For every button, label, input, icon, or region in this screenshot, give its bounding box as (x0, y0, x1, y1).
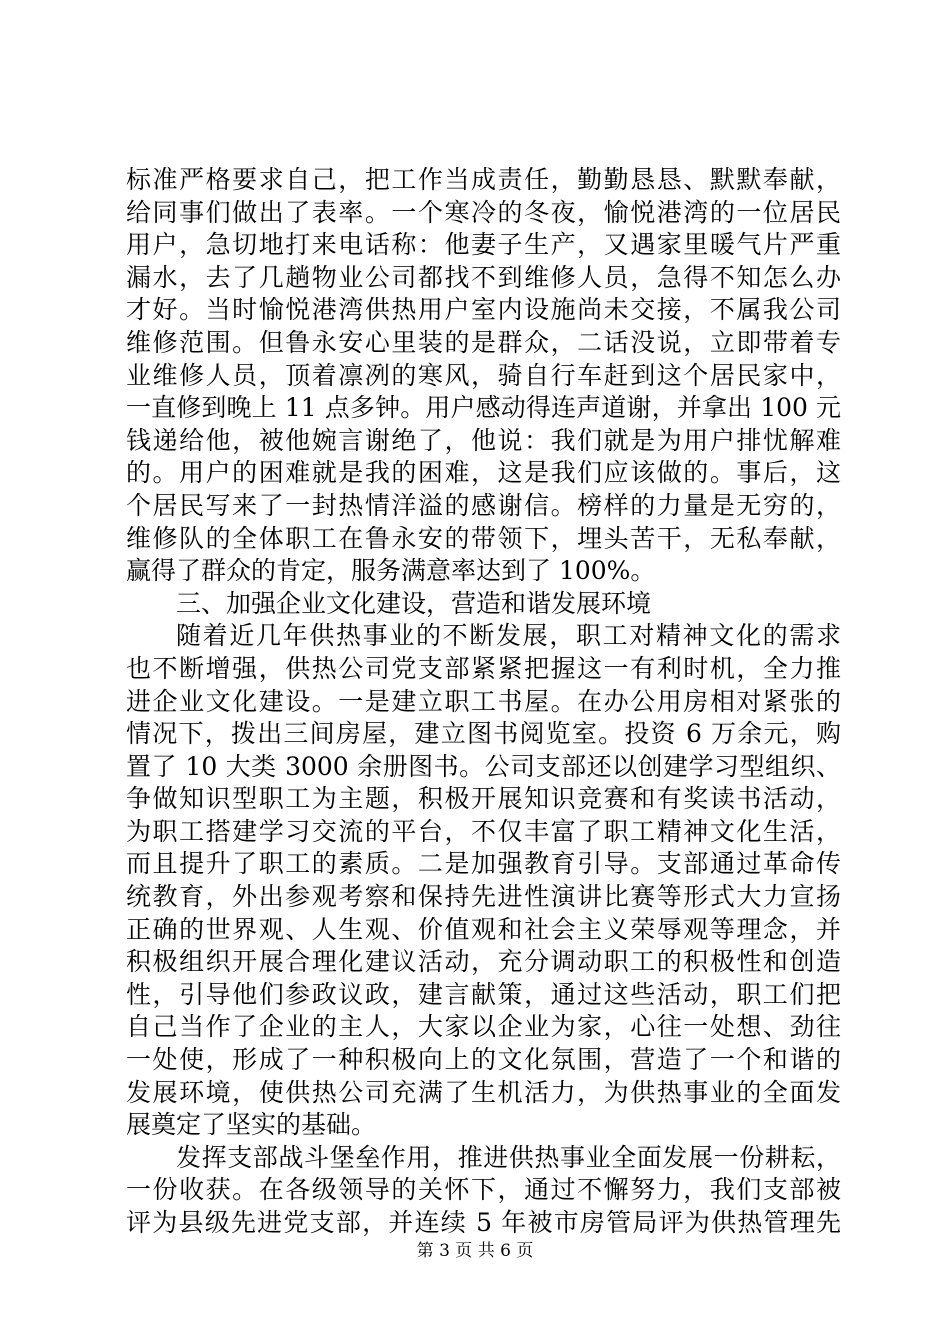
document-body (126, 164, 841, 1240)
paragraph-line: 才好。当时愉悦港湾供热用户室内设施尚未交接，不属我公司 (126, 295, 841, 325)
paragraph-line: 漏水，去了几趟物业公司都找不到维修人员，急得不知怎么办 (126, 262, 841, 292)
paragraph-line: 维修范围。但鲁永安心里装的是群众，二话没说，立即带着专 (126, 327, 841, 357)
paragraph-line: 而且提升了职工的素质。二是加强教育引导。支部通过革命传 (126, 849, 841, 879)
paragraph-line: 置了 10 大类 3000 余册图书。公司支部还以创建学习型组织、 (126, 751, 841, 781)
paragraph-line: 展奠定了坚实的基础。 (126, 1110, 377, 1140)
section-heading: 三、加强企业文化建设，营造和谐发展环境 (176, 588, 652, 618)
paragraph-line: 一处使，形成了一种积极向上的文化氛围，营造了一个和谐的 (126, 1045, 841, 1075)
paragraph-line: 赢得了群众的肯定，服务满意率达到了 100%。 (126, 556, 656, 586)
page-number-footer: 第 3 页 共 6 页 (416, 1241, 534, 1261)
paragraph-line: 积极组织开展合理化建议活动，充分调动职工的积极性和创造 (126, 947, 841, 977)
paragraph-line: 钱递给他，被他婉言谢绝了，他说：我们就是为用户排忧解难 (126, 425, 841, 455)
paragraph-line: 为职工搭建学习交流的平台，不仅丰富了职工精神文化生活， (126, 816, 841, 846)
paragraph-line: 个居民写来了一封热情洋溢的感谢信。榜样的力量是无穷的， (126, 490, 841, 520)
paragraph-line: 维修队的全体职工在鲁永安的带领下，埋头苦干，无私奉献， (126, 523, 841, 553)
paragraph-line: 随着近几年供热事业的不断发展，职工对精神文化的需求 (176, 621, 841, 651)
paragraph-line: 给同事们做出了表率。一个寒冷的冬夜，愉悦港湾的一位居民 (126, 197, 841, 227)
paragraph-line: 发展环境，使供热公司充满了生机活力，为供热事业的全面发 (126, 1077, 841, 1107)
paragraph-line: 发挥支部战斗堡垒作用，推进供热事业全面发展一份耕耘， (176, 1142, 841, 1172)
paragraph-line: 也不断增强，供热公司党支部紧紧把握这一有利时机，全力推 (126, 653, 841, 683)
paragraph-line: 性，引导他们参政议政，建言献策，通过这些活动，职工们把 (126, 979, 841, 1009)
paragraph-line: 的。用户的困难就是我的困难，这是我们应该做的。事后，这 (126, 458, 841, 488)
paragraph-line: 一份收获。在各级领导的关怀下，通过不懈努力，我们支部被 (126, 1175, 841, 1205)
paragraph-line: 评为县级先进党支部，并连续 5 年被市房管局评为供热管理先 (126, 1208, 841, 1237)
paragraph-line: 正确的世界观、人生观、价值观和社会主义荣辱观等理念，并 (126, 914, 841, 944)
paragraph-line: 自己当作了企业的主人，大家以企业为家，心往一处想、劲往 (126, 1012, 841, 1042)
paragraph-line: 争做知识型职工为主题，积极开展知识竞赛和有奖读书活动， (126, 784, 841, 814)
paragraph-line: 业维修人员，顶着凛冽的寒风，骑自行车赶到这个居民家中， (126, 360, 841, 390)
paragraph-line: 进企业文化建设。一是建立职工书屋。在办公用房相对紧张的 (126, 686, 841, 716)
paragraph-line: 用户，急切地打来电话称：他妻子生产，又遇家里暖气片严重 (126, 230, 841, 260)
paragraph-line: 标准严格要求自己，把工作当成责任，勤勤恳恳、默默奉献， (126, 165, 841, 194)
paragraph-line: 统教育，外出参观考察和保持先进性演讲比赛等形式大力宣扬 (126, 882, 841, 912)
paragraph-line: 一直修到晚上 11 点多钟。用户感动得连声道谢，并拿出 100 元 (126, 393, 841, 423)
paragraph-line: 情况下，拨出三间房屋，建立图书阅览室。投资 6 万余元，购 (126, 719, 841, 749)
